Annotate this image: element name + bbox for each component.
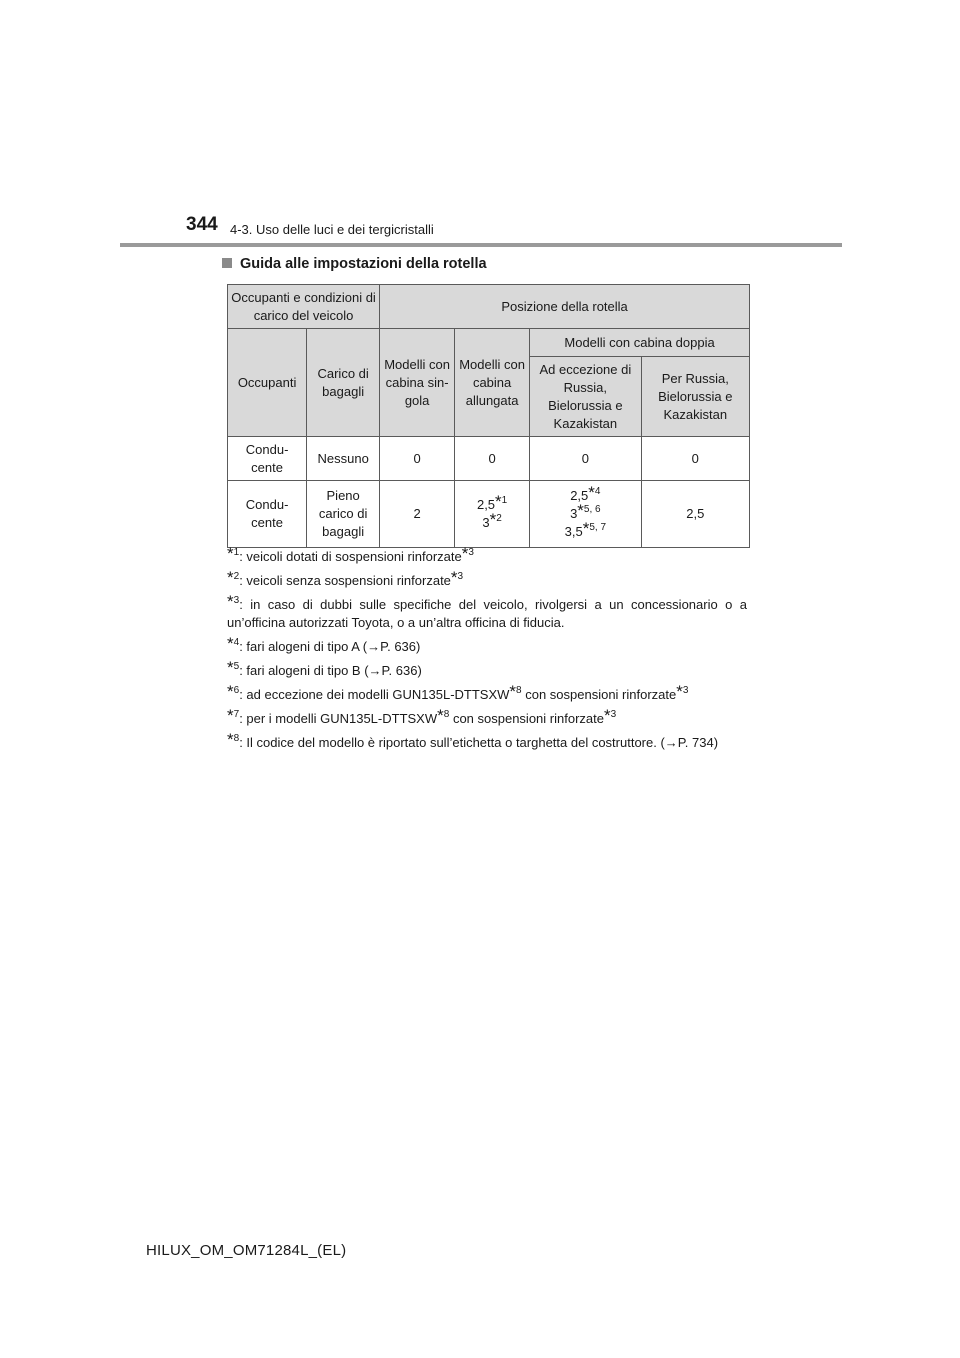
cell-except-russia: 0 — [530, 437, 641, 481]
footnote-8: *$^8$: Il codice del modello è riportato sull’etichetta o targhetta del costruttore. (→P. 734) — [227, 730, 719, 750]
header-wheel-position: Posizione della rotella — [380, 285, 750, 329]
footnote-5: *$^5$: fari alogeni di tipo B (→P. 636) — [227, 658, 422, 678]
asterisk-mark: * — [577, 501, 584, 520]
asterisk-mark: * — [582, 519, 590, 538]
header-single-cab: Modelli con cabina sin-gola — [380, 329, 455, 437]
header-divider — [120, 243, 842, 247]
header-except-russia: Ad eccezione di Russia, Bielorussia e Kazakistan — [530, 357, 641, 437]
page-number: 344 — [186, 214, 218, 235]
header-load: Carico di bagagli — [307, 329, 380, 437]
cell-extended-cab: 0 — [455, 437, 530, 481]
cell-single-cab: 2 — [380, 481, 455, 548]
table-group-header-row — [228, 285, 750, 329]
asterisk-mark: * — [489, 510, 497, 529]
square-bullet-icon — [222, 258, 232, 268]
except-value-a: 2,5*$^4$ — [570, 483, 601, 503]
table-header-row-1 — [228, 329, 750, 357]
section-title — [222, 256, 487, 272]
cell-load: Nessuno — [307, 437, 380, 481]
header-double-cab: Modelli con cabina doppia — [530, 329, 750, 357]
footnote-1: *$^1$: veicoli dotati di sospensioni rinforzate*$^3$ — [227, 544, 474, 564]
table-row — [228, 481, 750, 548]
header-occupants: Occupanti — [228, 329, 307, 437]
section-title-text: Guida alle impostazioni della rotella — [240, 256, 487, 272]
footnote-4: *$^4$: fari alogeni di tipo A (→P. 636) — [227, 634, 421, 654]
asterisk-mark: * — [495, 492, 502, 511]
footnote-7: *$^7$: per i modelli GUN135L-DTTSXW*$^8$ con sospensioni rinforzate*$^3$ — [227, 706, 617, 726]
cell-occupants: Condu-cente — [228, 481, 307, 548]
footnote-3: *$^3$: in caso di dubbi sulle specifiche del veicolo, rivolgersi a un concessionario o a un’officina autorizzati Toyota, o a un’altra officina di fiducia. — [227, 592, 747, 630]
table-row — [228, 437, 750, 481]
footnote-6: *$^6$: ad eccezione dei modelli GUN135L-DTTSXW*$^8$ con sospensioni rinforzate*$^3$ — [227, 682, 689, 702]
cell-except-russia — [530, 481, 641, 548]
asterisk-mark: * — [588, 483, 595, 502]
cell-occupants: Condu-cente — [228, 437, 307, 481]
cell-russia: 0 — [641, 437, 749, 481]
header-extended-cab: Modelli con cabina allungata — [455, 329, 530, 437]
footnote-2: *$^2$: veicoli senza sospensioni rinforzate*$^3$ — [227, 568, 464, 588]
wheel-settings-table — [227, 284, 750, 548]
except-value-b: 3*$^{5, 6}$ — [570, 501, 601, 521]
except-value-c: 3,5*$^{5, 7}$ — [564, 519, 607, 539]
document-code: HILUX_OM_OM71284L_(EL) — [146, 1242, 347, 1259]
cell-extended-cab — [455, 481, 530, 548]
cell-load: Pieno carico di bagagli — [307, 481, 380, 548]
header-russia: Per Russia, Bielorussia e Kazakistan — [641, 357, 749, 437]
section-header: 4-3. Uso delle luci e dei tergicristalli — [230, 222, 434, 237]
cell-single-cab: 0 — [380, 437, 455, 481]
header-conditions: Occupanti e condizioni di carico del veicolo — [228, 285, 380, 329]
footnotes — [227, 544, 747, 758]
extended-value-b: 3*$^2$ — [482, 510, 502, 530]
cell-russia: 2,5 — [641, 481, 749, 548]
extended-value-a: 2,5*$^1$ — [476, 492, 508, 512]
